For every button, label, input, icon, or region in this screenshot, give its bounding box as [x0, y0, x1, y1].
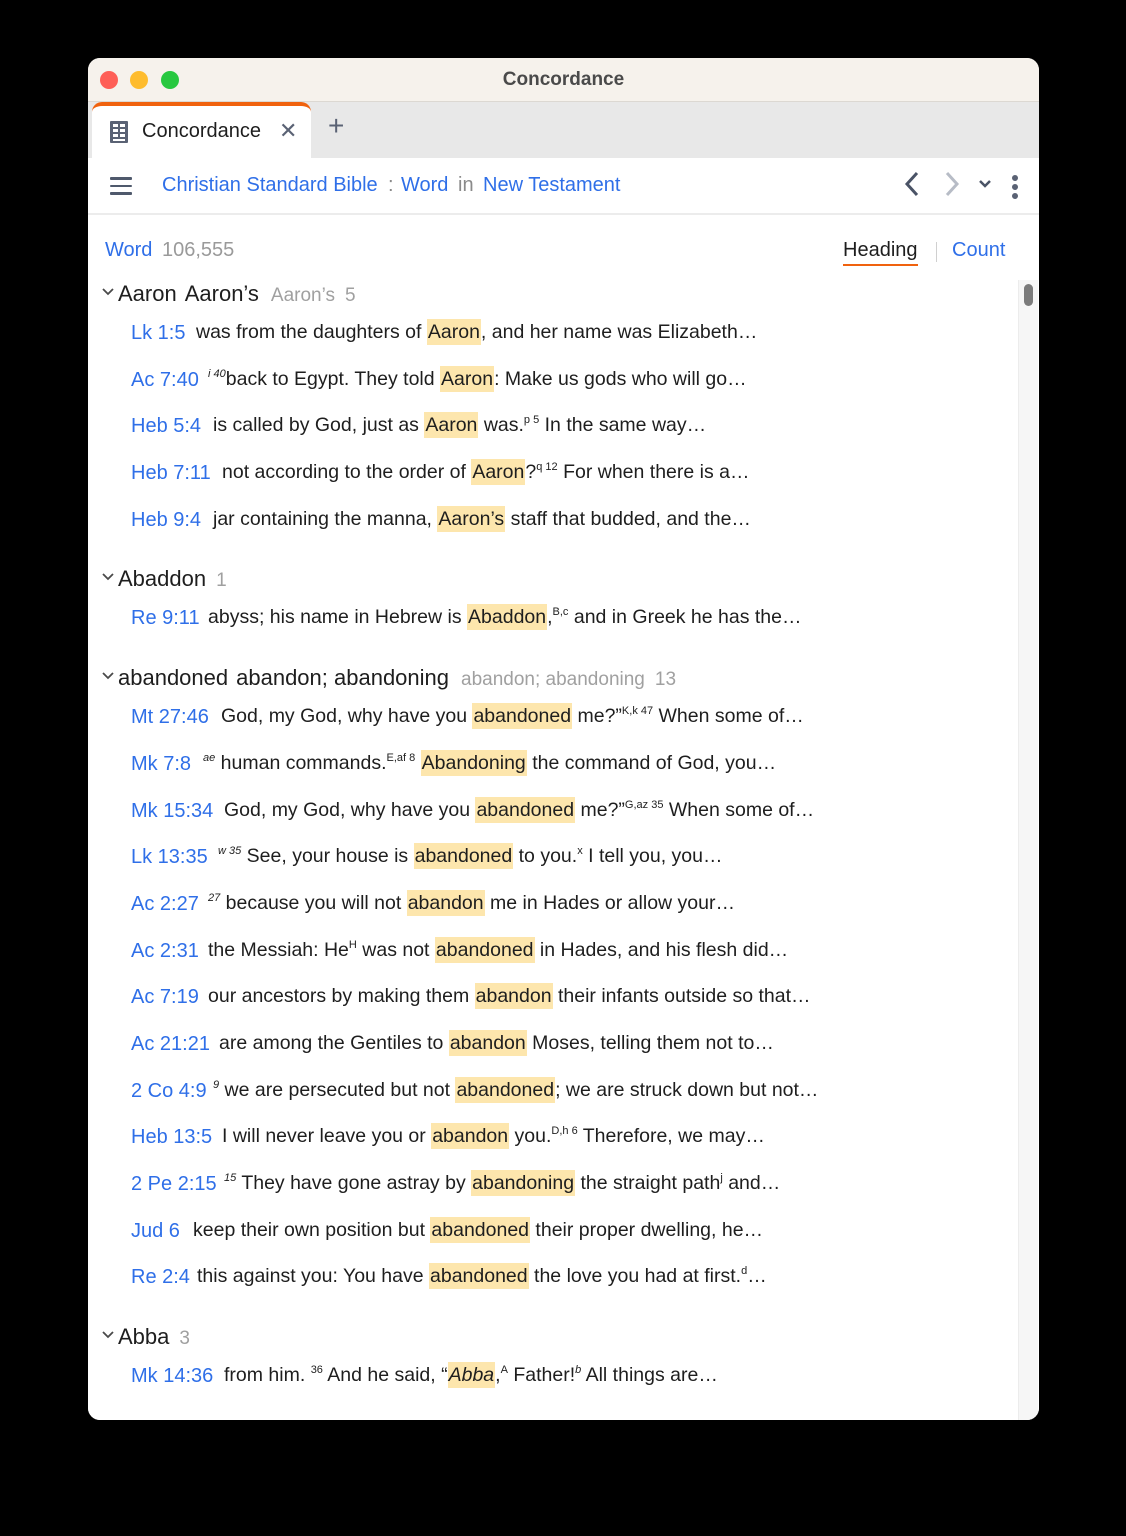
context-text: All things are… [581, 1364, 718, 1387]
footnote-marker: 36 [310, 1364, 323, 1377]
context-text: God, my God, why have you [224, 798, 476, 821]
verse-reference-link[interactable]: Heb 5:4 [131, 415, 202, 438]
search-hit[interactable]: abandoned [431, 1218, 530, 1241]
result-row [88, 1257, 1013, 1304]
in-label: in [458, 174, 474, 196]
search-hit[interactable]: abandoned [456, 1078, 555, 1101]
context-text: I tell you, you… [582, 845, 723, 868]
context-text: to you. [513, 845, 578, 868]
footnote-marker: 15 [224, 1172, 237, 1184]
headword-group [88, 1318, 1013, 1403]
verse-snippet[interactable] [208, 892, 735, 915]
result-row [88, 977, 1013, 1024]
context-text: me in Hades or allow your… [484, 891, 735, 914]
word-total-count: 106,555 [162, 239, 235, 261]
footnote-marker: D,h 6 [551, 1125, 578, 1138]
verse-snippet[interactable] [224, 1364, 718, 1387]
verse-snippet[interactable] [213, 414, 706, 437]
concordance-icon [110, 121, 128, 143]
headword-group [88, 275, 1013, 546]
context-text: was from the daughters of [196, 321, 427, 343]
verse-snippet[interactable] [213, 1079, 818, 1102]
verse-reference-link[interactable]: Mk 7:8 [131, 752, 192, 775]
forward-arrow-icon[interactable] [943, 170, 961, 198]
tab-strip [88, 102, 1039, 158]
scrollbar-thumb[interactable] [1024, 284, 1033, 306]
verse-snippet[interactable] [203, 752, 776, 775]
context-text: They have gone astray by [236, 1172, 472, 1194]
context-text: and… [722, 1172, 781, 1194]
result-row [88, 791, 1013, 838]
tab-concordance[interactable] [92, 102, 311, 158]
type-selector[interactable]: Word [401, 174, 449, 196]
verse-snippet[interactable] [197, 1265, 767, 1288]
headword: abandoned [118, 665, 229, 691]
context-text: the command of God, you… [526, 751, 777, 774]
verse-snippet[interactable] [221, 705, 804, 728]
headword-count: 1 [216, 570, 227, 592]
footnote-marker: w 35 [218, 845, 242, 858]
search-hit[interactable]: Abaddon [468, 606, 547, 629]
context-text: their infants outside so that… [552, 985, 811, 1008]
context-text: When some of… [653, 705, 804, 728]
result-row [88, 1071, 1013, 1118]
result-row [88, 884, 1013, 931]
results-list [88, 275, 1013, 1403]
result-row [88, 697, 1013, 744]
footnote-marker: 9 [213, 1078, 220, 1091]
chevron-down-icon[interactable] [102, 288, 114, 296]
search-hit[interactable]: abandoned [476, 798, 575, 821]
scrollbar[interactable] [1018, 280, 1038, 1420]
result-row [88, 453, 1013, 500]
result-row [88, 837, 1013, 884]
verse-snippet[interactable] [208, 368, 747, 391]
view-heading-button[interactable]: Heading [843, 239, 918, 266]
result-row [88, 1024, 1013, 1071]
footnote-marker: p 5 [523, 414, 540, 427]
add-tab-button[interactable]: + [328, 110, 345, 141]
more-options-icon[interactable] [1012, 175, 1018, 202]
result-row [88, 1211, 1013, 1258]
result-row [88, 744, 1013, 791]
footnote-marker: E,af 8 [386, 751, 416, 764]
search-hit[interactable]: abandoned [414, 845, 513, 868]
word-type-label[interactable]: Word [105, 239, 153, 261]
footnote-marker: H [348, 938, 357, 951]
verse-snippet[interactable] [196, 321, 757, 344]
context-text [415, 752, 420, 774]
search-hit[interactable]: abandoned [435, 938, 534, 961]
breadcrumb-separator: : [388, 174, 394, 196]
verse-snippet[interactable] [222, 461, 750, 484]
headword: Abba [118, 1324, 170, 1350]
search-hit[interactable]: abandon [475, 985, 552, 1008]
search-hit[interactable]: abandoning [472, 1172, 575, 1194]
search-hit[interactable]: Aaron’s [438, 507, 505, 530]
search-hit[interactable]: abandoned [430, 1265, 528, 1288]
verse-snippet[interactable] [218, 845, 723, 868]
verse-reference-link[interactable]: Jud 6 [131, 1219, 180, 1242]
search-hit[interactable]: abandon [432, 1125, 509, 1148]
headword-lemma: abandon; abandoning [461, 669, 645, 691]
result-row [88, 931, 1013, 978]
verse-snippet[interactable] [208, 985, 811, 1008]
verse-reference-link[interactable]: Ac 7:40 [131, 368, 199, 391]
footnote-marker: K,k 47 [621, 705, 654, 718]
context-text: Moses, telling them not to… [526, 1031, 774, 1054]
headword-variants: abandon; abandoning [236, 665, 450, 691]
result-row [88, 360, 1013, 407]
context-text: abyss; his name in Hebrew is [208, 606, 468, 629]
context-text: ; we are struck down but not… [555, 1078, 819, 1101]
footnote-marker: 27 [208, 891, 221, 904]
chevron-down-icon[interactable] [102, 672, 114, 680]
chevron-down-icon[interactable] [102, 1331, 114, 1339]
context-text: the straight path [575, 1172, 721, 1194]
context-text: me?” [575, 798, 625, 821]
verse-reference-link[interactable]: Lk 13:35 [131, 846, 208, 869]
search-hit[interactable]: abandon [407, 891, 484, 914]
headword-count: 13 [654, 669, 677, 691]
footnote-marker: G,az 35 [624, 798, 664, 811]
context-text: we are persecuted but not [219, 1078, 456, 1101]
headword: Aaron [118, 281, 177, 306]
concordance-window [88, 58, 1039, 1420]
verse-reference-link[interactable]: Ac 2:31 [131, 939, 199, 962]
title-bar [88, 58, 1039, 102]
context-text: human commands. [215, 751, 387, 774]
headword-heading[interactable] [88, 560, 1013, 598]
context-text: keep their own position but [193, 1218, 431, 1241]
hamburger-menu-icon[interactable] [110, 177, 132, 195]
headword-group [88, 659, 1013, 1304]
verse-snippet[interactable] [208, 606, 802, 629]
verse-snippet[interactable] [193, 1219, 763, 1242]
context-text: back to Egypt. [225, 367, 350, 390]
headword-count: 3 [179, 1328, 190, 1350]
headword-variants: Aaron’s [184, 281, 259, 306]
toolbar [88, 158, 1039, 215]
result-row [88, 406, 1013, 453]
context-text: jar containing the manna, [213, 507, 438, 530]
context-text: because you will not [220, 891, 407, 914]
chevron-down-icon[interactable] [102, 573, 114, 581]
view-count-button[interactable]: Count [952, 239, 1006, 261]
context-text: For when there is a… [557, 461, 750, 484]
context-text: , [495, 1364, 501, 1387]
result-row [88, 598, 1013, 645]
context-text: are among the Gentiles to [219, 1031, 449, 1054]
result-row [88, 1117, 1013, 1164]
context-text: When some of… [663, 798, 815, 821]
context-text: They told [349, 367, 441, 390]
history-dropdown-icon[interactable] [978, 179, 992, 189]
context-text: the Messiah: He [208, 938, 349, 961]
context-text: See, your house is [241, 845, 414, 868]
context-text: not according to the order of [222, 461, 472, 484]
verse-reference-link[interactable]: Ac 7:19 [131, 986, 199, 1009]
footnote-marker: d [741, 1265, 748, 1278]
context-text: from him. [224, 1364, 311, 1387]
footnote-marker: j [720, 1172, 723, 1184]
headword-heading[interactable] [88, 275, 1013, 313]
result-row [88, 1164, 1013, 1211]
result-row [88, 313, 1013, 360]
verse-reference-link[interactable]: Re 9:11 [131, 607, 200, 630]
headword-heading[interactable] [88, 1318, 1013, 1356]
verse-reference-link[interactable]: Mt 27:46 [131, 706, 209, 729]
verse-reference-link[interactable]: Heb 7:11 [131, 462, 211, 485]
headword-count: 5 [345, 285, 356, 306]
verse-snippet[interactable] [224, 1172, 780, 1195]
footnote-marker: b [575, 1364, 582, 1377]
result-row [88, 500, 1013, 547]
verse-reference-link[interactable]: Ac 2:27 [131, 892, 199, 915]
close-tab-icon[interactable]: ✕ [279, 118, 298, 143]
footnote-marker: A [500, 1364, 508, 1377]
search-hit[interactable]: Aaron [425, 414, 478, 437]
window-title: Concordance [502, 69, 625, 90]
context-text: staff that budded, and the… [505, 507, 751, 530]
headword: Abaddon [118, 566, 207, 592]
context-text: me?” [572, 705, 622, 728]
verse-reference-link[interactable]: Ac 21:21 [131, 1032, 210, 1055]
context-text: I will never leave you or [222, 1125, 432, 1148]
result-row [88, 1356, 1013, 1403]
context-text: you. [509, 1125, 552, 1148]
back-arrow-icon[interactable] [903, 170, 921, 198]
context-text: , and her name was Elizabeth… [480, 321, 758, 343]
verse-snippet[interactable] [208, 939, 788, 962]
context-text: And he said, “ [322, 1364, 448, 1387]
verse-reference-link[interactable]: Heb 13:5 [131, 1126, 213, 1149]
context-text: , [547, 606, 553, 629]
context-text: : Make us gods who will go… [494, 367, 747, 390]
headword-lemma: Aaron’s [270, 285, 336, 306]
headword-heading[interactable] [88, 659, 1013, 697]
context-text: … [747, 1265, 767, 1288]
footnote-marker: q 12 [536, 461, 558, 474]
context-text: the love you had at first. [528, 1265, 742, 1288]
verse-reference-link[interactable]: Re 2:4 [131, 1266, 190, 1289]
verse-snippet[interactable] [219, 1032, 774, 1055]
verse-reference-link[interactable]: Heb 9:4 [131, 508, 202, 531]
concordance-content [88, 215, 1039, 1420]
context-text: is called by God, just as [213, 414, 425, 437]
context-text: God, my God, why have you [221, 705, 473, 728]
search-hit[interactable]: Aaron [441, 367, 494, 390]
context-text: In the same way… [539, 414, 707, 437]
context-text: ? [525, 461, 537, 484]
verse-snippet[interactable] [222, 1125, 765, 1148]
footnote-marker: x [577, 845, 583, 858]
context-text: in Hades, and his flesh did… [534, 938, 789, 961]
verse-reference-link[interactable]: 2 Co 4:9 [131, 1079, 207, 1102]
context-text: was. [478, 414, 524, 437]
search-hit[interactable]: Aaron [427, 321, 480, 343]
tab-label: Concordance [142, 120, 261, 142]
footnote-marker: B,c [552, 606, 569, 619]
context-text: was not [356, 938, 435, 961]
headword-group [88, 560, 1013, 645]
search-hit[interactable]: Aaron [472, 461, 525, 484]
footnote-marker: ae [203, 751, 216, 764]
resource-selector[interactable]: Christian Standard Bible [162, 174, 378, 196]
view-divider [936, 242, 937, 262]
context-text: their proper dwelling, he… [530, 1218, 764, 1241]
search-hit[interactable]: Abba [448, 1364, 495, 1387]
verse-snippet[interactable] [224, 799, 814, 822]
context-text: Therefore, we may… [577, 1125, 765, 1148]
verse-reference-link[interactable]: Mk 14:36 [131, 1365, 214, 1388]
context-text: our ancestors by making them [208, 985, 475, 1008]
verse-reference-link[interactable]: 2 Pe 2:15 [131, 1173, 217, 1195]
context-text: Father! [507, 1364, 576, 1387]
context-text: this against you: You have [197, 1265, 430, 1288]
range-selector[interactable]: New Testament [483, 174, 621, 196]
search-hit[interactable]: Abandoning [421, 751, 526, 774]
context-text: and in Greek he has the… [568, 606, 802, 629]
search-hit[interactable]: abandoned [473, 705, 572, 728]
search-hit[interactable]: abandon [449, 1031, 526, 1054]
verse-snippet[interactable] [213, 508, 751, 531]
verse-reference-link[interactable]: Mk 15:34 [131, 799, 214, 822]
footnote-marker: i 40 [208, 367, 226, 380]
verse-reference-link[interactable]: Lk 1:5 [131, 322, 186, 344]
